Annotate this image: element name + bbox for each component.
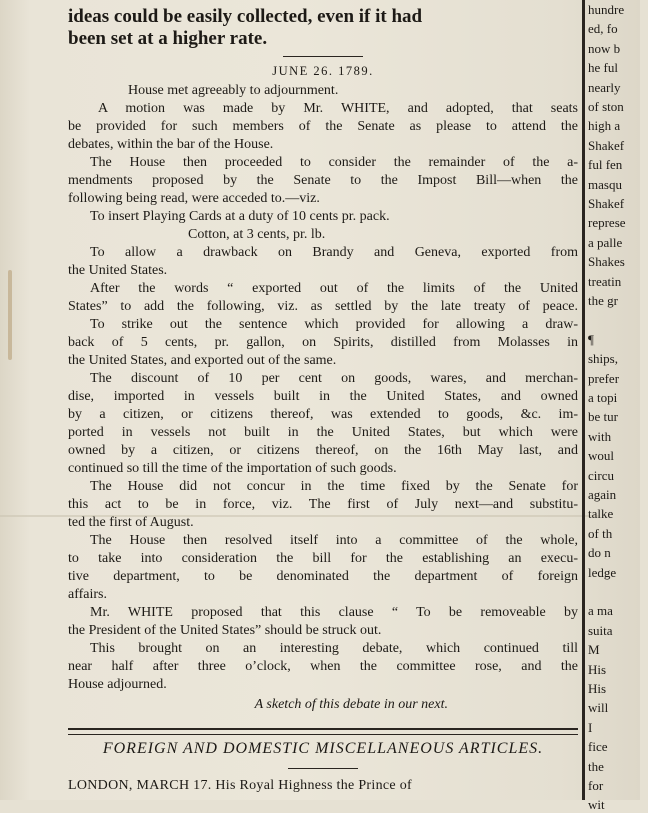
right-column-line: I: [588, 719, 593, 735]
right-column: [588, 0, 648, 813]
right-column-line: masqu: [588, 176, 622, 192]
right-column-line: fice: [588, 739, 608, 755]
article-line: House met agreeably to adjournment.: [128, 83, 339, 98]
right-column-line: a topi: [588, 390, 618, 405]
right-column-line: treatin: [588, 273, 622, 289]
right-column-line: suita: [588, 622, 613, 638]
right-column-line: with: [588, 428, 612, 444]
right-column-line: His: [588, 661, 607, 677]
right-column-line: hundre: [588, 2, 625, 17]
dateline: JUNE 26. 1789.: [272, 64, 374, 78]
right-column-line: nearly: [588, 79, 621, 95]
article-line: The House then resolved itself into a committee of the whole,: [90, 533, 578, 548]
article-line: After the words “ exported out of the limits of the United: [90, 281, 578, 296]
article-line: tive department, to be denominated the department of foreign: [68, 569, 578, 584]
section-divider: [68, 728, 578, 735]
article-line: near half after three o’clock, when the committee rose, and the: [68, 659, 578, 674]
section-title-rule: [288, 768, 358, 769]
article-line: mendments proposed by the Senate to the Impost Bill—when the: [68, 173, 578, 188]
article-line: This brought on an interesting debate, which continued till: [90, 641, 578, 656]
right-column-line: of th: [588, 525, 613, 541]
article-line: To insert Playing Cards at a duty of 10 cents pr. pack.: [90, 209, 390, 224]
fold-stain: [8, 270, 12, 360]
right-column-line: a ma: [588, 603, 613, 619]
right-column-line: ful fen: [588, 157, 623, 173]
article-line: ported in vessels not built in the United States, but which were: [68, 425, 578, 440]
right-column-line: Shakef: [588, 196, 625, 211]
right-column-line: for: [588, 778, 604, 793]
article-line: continued so till the time of the importation of such goods.: [68, 461, 397, 476]
right-column-line: circu: [588, 467, 614, 483]
article-line: The discount of 10 per cent on goods, wares, and merchan-: [90, 371, 578, 386]
article-line: the United States, and exported out of the same.: [68, 353, 337, 368]
article-line: States” to add the following, viz. as settled by the late treaty of peace.: [68, 299, 578, 314]
section-title: FOREIGN AND DOMESTIC MISCELLANEOUS ARTICLES.: [102, 740, 544, 757]
article-line: To allow a drawback on Brandy and Geneva, exported from: [90, 245, 578, 260]
right-column-line: wit: [588, 797, 605, 813]
right-column-line: do n: [588, 545, 611, 561]
article-line: The House then proceeded to consider the remainder of the a-: [90, 155, 578, 170]
right-column-line: now b: [588, 40, 621, 56]
right-column-line: he ful: [588, 60, 618, 76]
right-column-line: again: [588, 487, 617, 502]
right-column-line: high a: [588, 118, 621, 134]
article-line: Cotton, at 3 cents, pr. lb.: [188, 227, 326, 242]
article-line: dise, imported in vessels built in the United States, and owned: [68, 389, 578, 404]
right-column-line: will: [588, 700, 609, 716]
right-column-line: the gr: [588, 293, 618, 308]
right-column-line: of ston: [588, 99, 624, 114]
right-column-line: M: [588, 642, 600, 658]
right-column-line: ships,: [588, 351, 618, 367]
article-line: Mr. WHITE proposed that this clause “ To be removeable by: [90, 605, 578, 620]
article-top-line-2: been set at a higher rate.: [68, 28, 268, 49]
right-column-line: ledge: [588, 564, 617, 580]
article-line: be provided for such members of the Senate as please to attend the: [68, 119, 578, 134]
article-line: House adjourned.: [68, 677, 167, 692]
article-line: ted the first of August.: [68, 515, 194, 530]
right-column-line: represe: [588, 215, 626, 231]
article-line: A motion was made by Mr. WHITE, and adopted, that seats: [98, 101, 578, 116]
section-first-line: LONDON, MARCH 17. His Royal Highness the Prince of: [68, 778, 412, 793]
right-column-line: Shakes: [588, 254, 625, 270]
article-line: owned by a citizen, or citizens thereof, on the 16th May last, and: [68, 443, 578, 458]
right-column-line: woul: [588, 448, 614, 464]
article-line: back of 5 cents, pr. gallon, on Spirits, distilled from Molasses in: [68, 335, 578, 350]
right-column-line: the: [588, 758, 604, 774]
right-column-line: ed, fo: [588, 21, 618, 37]
article-top-line-1: ideas could be easily collected, even if it had: [68, 6, 423, 27]
right-column-line: talke: [588, 506, 614, 522]
article-line: the President of the United States” should be struck out.: [68, 623, 382, 638]
right-column-line: a palle: [588, 234, 623, 250]
right-column-line: Shakef: [588, 137, 625, 153]
main-column: [68, 0, 578, 800]
article-line: the United States.: [68, 263, 168, 278]
column-rule: [582, 0, 585, 800]
right-column-line: ¶: [588, 331, 594, 347]
header-rule: [283, 56, 363, 57]
article-line: by a citizen, or citizens thereof, was extended to goods, &c. im-: [68, 407, 578, 422]
right-column-line: be tur: [588, 409, 618, 425]
article-line: to take into consideration the bill for the establishing an execu-: [68, 551, 578, 566]
right-column-line: prefer: [588, 370, 620, 386]
article-line: debates, within the bar of the House.: [68, 137, 274, 152]
article-line: this act to be in force, viz. The first of July next—and substitu-: [68, 497, 578, 512]
right-column-line: His: [588, 681, 607, 696]
article-line: To strike out the sentence which provided for allowing a draw-: [90, 317, 578, 332]
article-line: affairs.: [68, 587, 107, 602]
article-line: The House did not concur in the time fixed by the Senate for: [90, 479, 578, 494]
article-line: following being read, were acceded to.—viz.: [68, 191, 320, 206]
article-line: A sketch of this debate in our next.: [254, 697, 448, 712]
